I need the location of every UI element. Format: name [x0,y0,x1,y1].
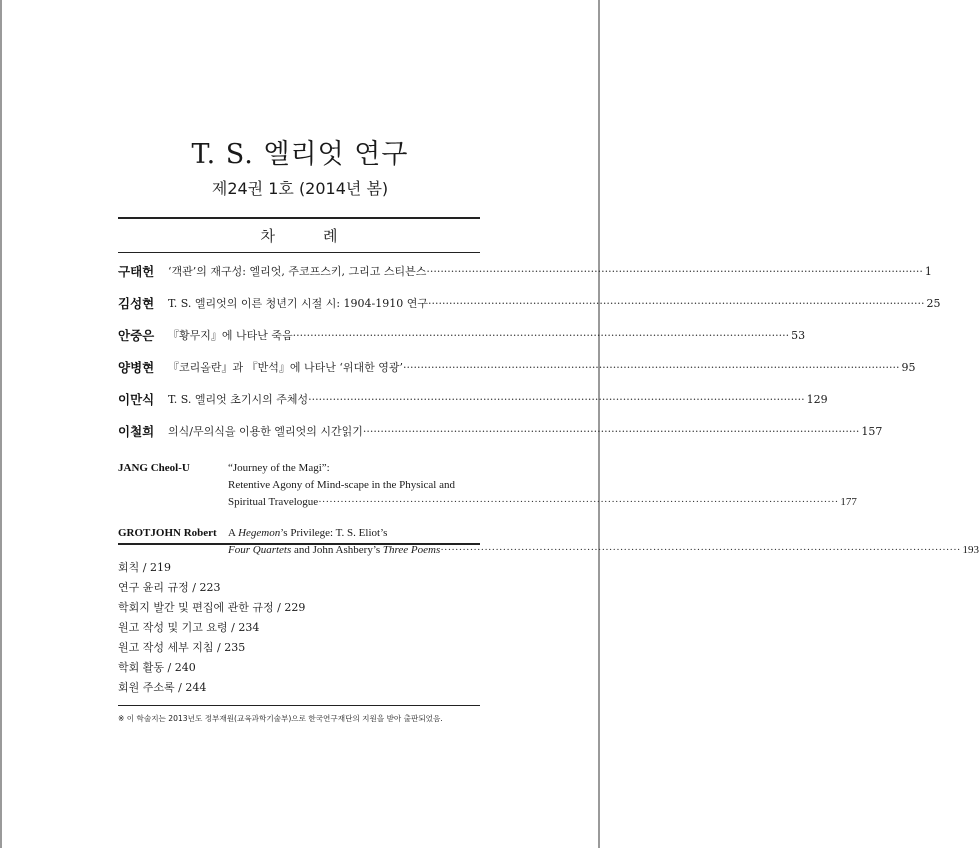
leader-dots [293,328,790,344]
appendix-list [118,558,305,698]
toc-author: 안중은 [118,328,155,343]
toc-title: 의식/무의식을 이용한 엘리엇의 시간읽기 [168,425,363,438]
toc-entry-english[interactable] [118,525,979,559]
appendix-item[interactable]: 연구 윤리 규정 / 223 [118,581,221,594]
toc-title-line: Spiritual Travelogue [228,496,319,508]
toc-header-rule [118,252,480,253]
toc-bottom-rule [118,543,480,545]
table-of-contents [118,264,979,559]
page-border-left [0,0,2,848]
toc-title: T. S. 엘리엇 초기시의 주체성 [168,393,309,406]
toc-title-line: Retentive Agony of Mind-scape in the Physical and [228,479,455,491]
appendix-item[interactable]: 학회지 발간 및 편집에 관한 규정 / 229 [118,601,306,614]
appendix-item[interactable]: 학회 활동 / 240 [118,661,196,674]
leader-dots [428,296,925,312]
leader-dots [308,392,805,408]
toc-author: 양병현 [118,360,155,375]
appendix-item[interactable]: 원고 작성 및 기고 요령 / 234 [118,621,260,634]
toc-entry[interactable] [118,296,941,328]
toc-title: ‘객관’의 재구성: 엘리엇, 주코프스키, 그리고 스티븐스 [168,265,427,278]
leader-dots [363,424,860,440]
leader-dots [440,542,960,559]
toc-top-rule [118,217,480,219]
footnote-rule [118,705,480,706]
toc-title-line: A Hegemon’s Privilege: T. S. Eliot’s [228,527,388,539]
toc-entry[interactable] [118,360,916,392]
toc-page: 129 [806,393,828,406]
toc-author: 이만식 [118,392,155,407]
toc-entry[interactable] [118,392,828,424]
toc-page: 25 [926,297,941,310]
toc-page: 53 [791,329,806,342]
toc-entry-english[interactable] [118,460,857,511]
toc-page: 1 [924,265,932,278]
appendix-item[interactable]: 회칙 / 219 [118,561,171,574]
toc-author: 이철희 [118,424,155,439]
toc-page: 157 [861,425,883,438]
toc-page: 95 [901,361,916,374]
journal-issue: 제24권 1호 (2014년 봄) [211,179,389,198]
toc-page: 193 [962,544,979,556]
toc-author: JANG Cheol-U [118,462,190,474]
appendix-item[interactable]: 회원 주소록 / 244 [118,681,207,694]
toc-title: 『황무지』에 나타난 죽음 [168,329,293,342]
toc-title-line: “Journey of the Magi”: [228,462,330,474]
toc-author: GROTJOHN Robert [118,527,217,539]
appendix-item[interactable]: 원고 작성 세부 지침 / 235 [118,641,246,654]
leader-dots [403,360,900,376]
toc-entry[interactable] [118,328,806,360]
funding-footnote: ※ 이 학술지는 2013년도 정부재원(교육과학기술부)으로 한국연구재단의 지원을 받아 출판되었음. [118,714,443,723]
journal-title: T. S. 엘리엇 연구 [191,139,409,170]
toc-heading: 차례 [260,227,386,245]
leader-dots [426,264,923,280]
toc-title: 『코리올란』과 『반석』에 나타난 ‘위대한 영광’ [168,361,403,374]
leader-dots [318,494,838,511]
toc-entry[interactable] [118,264,932,296]
toc-author: 구태헌 [118,264,155,279]
toc-page: 177 [840,496,857,508]
toc-author: 김성현 [118,296,155,311]
toc-entry[interactable] [118,424,883,456]
toc-title: T. S. 엘리엇의 이른 청년기 시절 시: 1904-1910 연구 [168,297,429,310]
toc-title-line: Four Quartets and John Ashbery’s Three Poems [228,544,441,556]
